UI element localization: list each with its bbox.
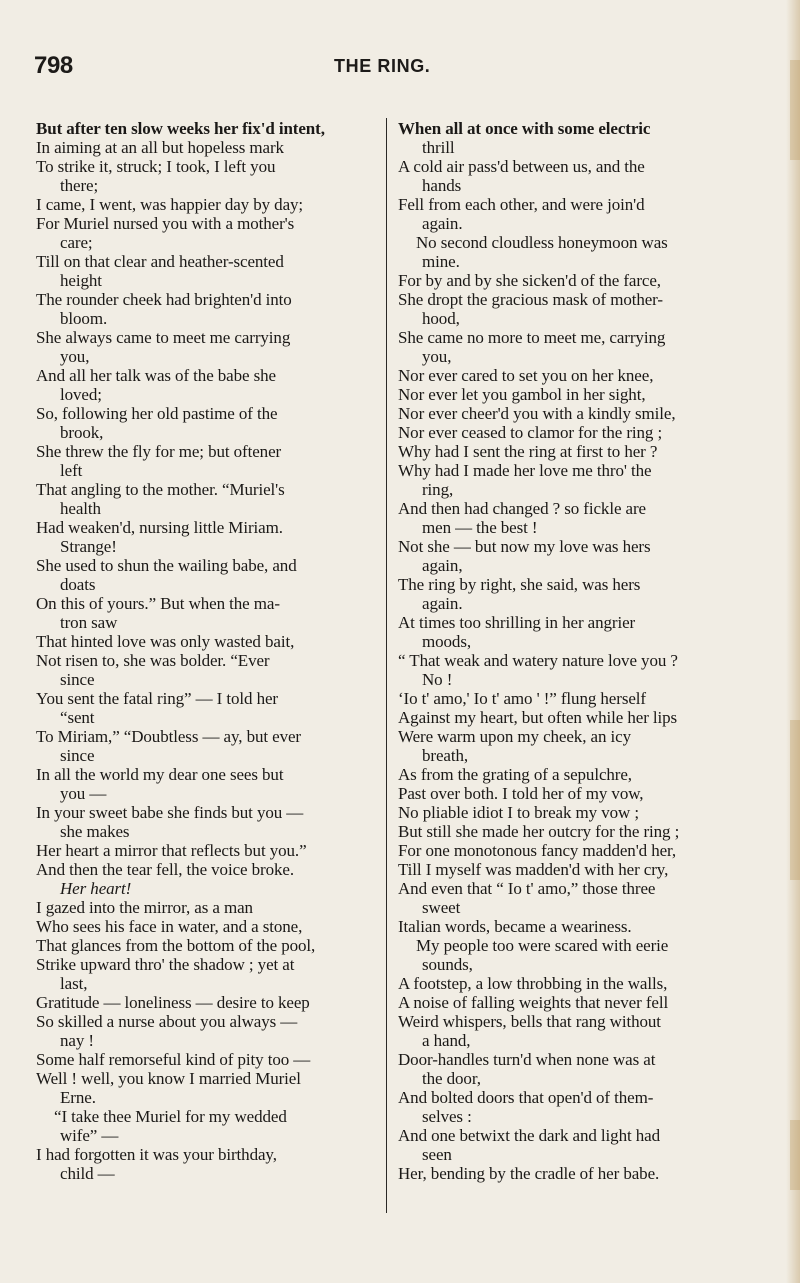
page-number: 798 [34,52,73,79]
text-line: Nor ever let you gambol in her sight, [398,385,646,404]
text-line: thrill [422,138,455,157]
text-line: care; [60,233,93,252]
text-line: loved; [60,385,102,404]
column-divider [386,118,387,1213]
text-line: Nor ever cared to set you on her knee, [398,366,654,385]
text-line: Gratitude — loneliness — desire to keep [36,993,310,1012]
text-line: A footstep, a low throbbing in the walls, [398,974,668,993]
running-title: THE RING. [334,56,431,76]
text-line: And bolted doors that open'd of them- [398,1088,654,1107]
text-line: “sent [60,708,95,727]
text-line: Had weaken'd, nursing little Miriam. [36,518,283,537]
text-line: child — [60,1164,115,1183]
text-line: Door-handles turn'd when none was at [398,1050,656,1069]
page-header [34,52,766,88]
text-line: And even that “ Io t' amo,” those three [398,879,656,898]
text-line: She used to shun the wailing babe, and [36,556,297,575]
text-line: And then the tear fell, the voice broke. [36,860,294,879]
text-line: hood, [422,309,460,328]
text-line: She always came to meet me carrying [36,328,291,347]
text-line: again. [422,214,463,233]
text-line: sweet [422,898,461,917]
text-line: Her heart! [60,879,132,898]
text-line: Strike upward thro' the shadow ; yet at [36,955,295,974]
text-line: you, [60,347,90,366]
text-line: Why had I sent the ring at first to her ? [398,442,658,461]
text-line: When all at once with some electric [398,119,651,138]
text-line: Italian words, became a weariness. [398,917,632,936]
text-line: hands [422,176,462,195]
text-line: Against my heart, but often while her lips [398,708,678,727]
text-line: nay ! [60,1031,94,1050]
text-line: And one betwixt the dark and light had [398,1126,660,1145]
text-line: No ! [422,670,453,689]
text-line: Till I myself was madden'd with her cry, [398,860,669,879]
text-line: To Miriam,” “Doubtless — ay, but ever [36,727,301,746]
text-line: ‘Io t' amo,' Io t' amo ' !” flung herself [398,689,646,708]
text-line: That angling to the mother. “Muriel's [36,480,285,499]
text-line: a hand, [422,1031,471,1050]
text-line: But still she made her outcry for the ring ; [398,822,680,841]
text-line: she makes [60,822,130,841]
text-line: you, [422,347,452,366]
text-line: For by and by she sicken'd of the farce, [398,271,661,290]
text-line: She dropt the gracious mask of mother- [398,290,663,309]
right-column [398,119,758,1183]
text-line: To strike it, struck; I took, I left you [36,157,276,176]
text-line: seen [422,1145,452,1164]
text-line: Why had I made her love me thro' the [398,461,652,480]
paper-stain [790,1120,800,1190]
text-line: Fell from each other, and were join'd [398,195,645,214]
text-line: Some half remorseful kind of pity too — [36,1050,311,1069]
text-line: Strange! [60,537,117,556]
text-line: So, following her old pastime of the [36,404,278,423]
text-line: Who sees his face in water, and a stone, [36,917,303,936]
text-line: you — [60,784,107,803]
text-line: since [60,746,95,765]
text-line: In all the world my dear one sees but [36,765,284,784]
text-line: I gazed into the mirror, as a man [36,898,253,917]
text-line: No pliable idiot I to break my vow ; [398,803,639,822]
text-line: My people too were scared with eerie [416,936,669,955]
text-line: You sent the fatal ring” — I told her [36,689,278,708]
text-line: Till on that clear and heather-scented [36,252,284,271]
text-line: “ That weak and watery nature love you ? [398,651,678,670]
text-line: She came no more to meet me, carrying [398,328,666,347]
text-line: Weird whispers, bells that rang without [398,1012,661,1031]
text-line: Not risen to, she was bolder. “Ever [36,651,270,670]
text-line: brook, [60,423,104,442]
text-line: wife” — [60,1126,119,1145]
text-line: mine. [422,252,460,271]
text-line: I came, I went, was happier day by day; [36,195,304,214]
text-line: men — the best ! [422,518,538,537]
text-line: And then had changed ? so fickle are [398,499,646,518]
text-line: Not she — but now my love was hers [398,537,651,556]
paper-stain [790,720,800,880]
text-line: again. [422,594,463,613]
text-line: Her, bending by the cradle of her babe. [398,1164,660,1183]
text-line: The ring by right, she said, was hers [398,575,641,594]
left-column [36,119,378,1183]
text-line: height [60,271,102,290]
text-line: Well ! well, you know I married Muriel [36,1069,301,1088]
text-line: And all her talk was of the babe she [36,366,276,385]
text-line: A cold air pass'd between us, and the [398,157,645,176]
text-line: Her heart a mirror that reflects but you.” [36,841,307,860]
text-line: last, [60,974,88,993]
text-line: Nor ever cheer'd you with a kindly smile, [398,404,676,423]
text-line: So skilled a nurse about you always — [36,1012,298,1031]
text-line: again, [422,556,463,575]
text-line: I had forgotten it was your birthday, [36,1145,277,1164]
text-line: In aiming at an all but hopeless mark [36,138,284,157]
text-line: In your sweet babe she finds but you — [36,803,304,822]
text-line: left [60,461,83,480]
text-line: bloom. [60,309,108,328]
text-line: there; [60,176,99,195]
text-line: sounds, [422,955,473,974]
text-line: Were warm upon my cheek, an icy [398,727,631,746]
text-line: For one monotonous fancy madden'd her, [398,841,677,860]
text-line: breath, [422,746,469,765]
text-line: Nor ever ceased to clamor for the ring ; [398,423,663,442]
text-line: since [60,670,95,689]
text-line: the door, [422,1069,481,1088]
text-line: She threw the fly for me; but oftener [36,442,282,461]
text-line: selves : [422,1107,472,1126]
text-line: tron saw [60,613,118,632]
text-line: Erne. [60,1088,96,1107]
text-line: doats [60,575,96,594]
text-line: health [60,499,101,518]
text-line: At times too shrilling in her angrier [398,613,636,632]
text-line: But after ten slow weeks her fix'd intent, [36,119,325,138]
text-line: The rounder cheek had brighten'd into [36,290,292,309]
text-line: moods, [422,632,471,651]
text-line: No second cloudless honeymoon was [416,233,668,252]
text-line: A noise of falling weights that never fell [398,993,669,1012]
text-line: “I take thee Muriel for my wedded [54,1107,287,1126]
text-line: That hinted love was only wasted bait, [36,632,295,651]
text-line: That glances from the bottom of the pool, [36,936,316,955]
text-line: ring, [422,480,454,499]
page-edge-shadow [786,0,800,1283]
text-line: As from the grating of a sepulchre, [398,765,632,784]
text-line: Past over both. I told her of my vow, [398,784,644,803]
text-line: For Muriel nursed you with a mother's [36,214,295,233]
paper-stain [790,60,800,160]
text-line: On this of yours.” But when the ma- [36,594,280,613]
